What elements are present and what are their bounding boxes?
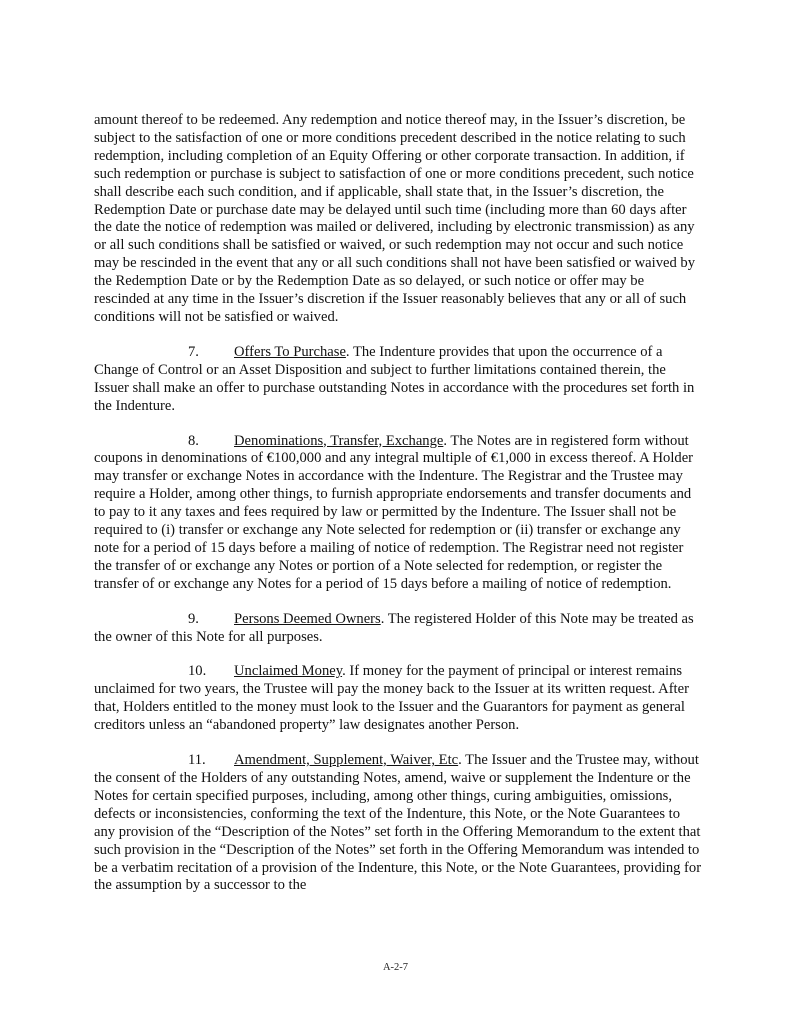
section-number: 10. — [188, 663, 207, 680]
section-8-paragraph — [94, 433, 702, 594]
section-9-paragraph — [94, 611, 702, 647]
section-body: . The Issuer and the Trustee may, without the consent of the Holders of any outstanding Notes, amend, waive or supplement the Indenture or the Notes for certain specified purposes, including, among other things, curing ambiguities, omissions, defects or inconsistencies, conforming the text of the Indenture, this Note, or the Note Guarantees to any provision of the “Description of the Notes” set forth in the Offering Memorandum to the extent that such provision in the “Description of the Notes” set forth in the Offering Memorandum was intended to be a verbatim recitation of a provision of the Indenture, this Note, or the Note Guarantees, providing for the assumption by a successor to the — [94, 752, 702, 894]
section-number: 9. — [188, 610, 199, 627]
section-number: 11. — [188, 752, 206, 769]
section-number: 7. — [188, 343, 199, 360]
section-heading: Persons Deemed Owners — [234, 610, 381, 627]
section-7-paragraph — [94, 344, 702, 416]
intro-paragraph: amount thereof to be redeemed. Any redemption and notice thereof may, in the Issuer’s discretion, be subject to the satisfaction of one or more conditions precedent described in the notice relating to such redemption, including completion of an Equity Offering or other corporate transaction. In addition, if such redemption or purchase is subject to satisfaction of one or more conditions precedent, such notice shall describe each such condition, and if applicable, shall state that, in the Issuer’s discretion, the Redemption Date or purchase date may be delayed until such time (including more than 60 days after the date the notice of redemption was mailed or delivered, including by electronic transmission) as any or all such conditions shall be satisfied or waived, or such redemption may not occur and such notice may be rescinded in the event that any or all such conditions shall not have been satisfied or waived by the Redemption Date or by the Redemption Date as so delayed, or such notice or offer may be rescinded at any time in the Issuer’s discretion if the Issuer reasonably believes that any or all of such conditions will not be satisfied or waived. — [94, 112, 696, 325]
section-heading: Amendment, Supplement, Waiver, Etc — [234, 752, 459, 769]
section-body: . The Notes are in registered form without coupons in denominations of €100,000 and any integral multiple of €1,000 in excess thereof. A Holder may transfer or exchange Notes in accordance with the Indenture. The Registrar and the Trustee may require a Holder, among other things, to furnish appropriate endorsements and transfer documents and to pay to it any taxes and fees required by law or permitted by the Indenture. The Issuer shall not be required to (i) transfer or exchange any Note selected for redemption or (ii) transfer or exchange any note for a period of 15 days before a mailing of notice of redemption. The Registrar need not register the transfer of or exchange any Notes or portion of a Note selected for redemption, or register the transfer of or exchange any Notes for a period of 15 days before a mailing of notice of redemption. — [94, 432, 694, 592]
section-heading: Offers To Purchase — [234, 343, 346, 360]
section-body: . The Indenture provides that upon the occurrence of a Change of Control or an Asset Disposition and subject to further limitations contained therein, the Issuer shall make an offer to purchase outstanding Notes in accordance with the procedures set forth in the Indenture. — [94, 343, 695, 414]
section-number: 8. — [188, 432, 199, 449]
section-body: . If money for the payment of principal or interest remains unclaimed for two years, the Trustee will pay the money back to the Issuer at its written request. After that, Holders entitled to the money must look to the Issuer and the Guarantors for payment as general creditors unless an “abandoned property” law designates another Person. — [94, 663, 689, 734]
section-11-paragraph — [94, 752, 702, 895]
section-body: . The registered Holder of this Note may be treated as the owner of this Note for all purposes. — [94, 610, 694, 645]
section-10-paragraph — [94, 663, 702, 735]
document-body — [94, 112, 702, 912]
page-number: A-2-7 — [382, 962, 409, 973]
section-heading: Denominations, Transfer, Exchange — [234, 432, 444, 449]
section-heading: Unclaimed Money — [234, 663, 343, 680]
